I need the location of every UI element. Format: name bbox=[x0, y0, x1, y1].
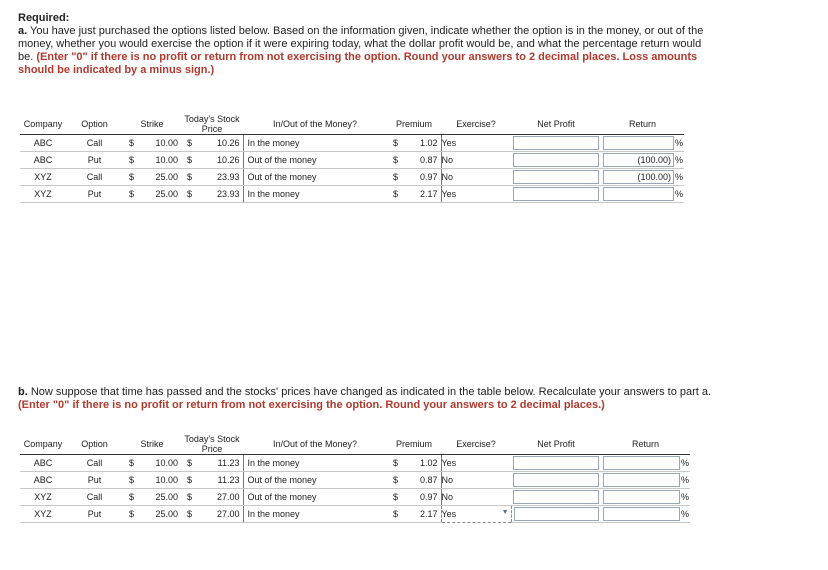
premium-cell bbox=[387, 135, 441, 152]
header-company: Company bbox=[20, 114, 66, 135]
percent-sign: % bbox=[680, 458, 689, 468]
option-cell: Call bbox=[66, 135, 123, 152]
part-b-label: b. bbox=[18, 386, 28, 398]
exercise-value: Yes bbox=[441, 458, 457, 468]
inout-dropdown[interactable] bbox=[243, 169, 387, 186]
currency-symbol: $ bbox=[393, 155, 399, 165]
price-value: 23.93 bbox=[216, 172, 240, 182]
net-profit-cell bbox=[511, 169, 601, 186]
return-input[interactable]: (100.00) bbox=[603, 170, 674, 184]
options-table-a bbox=[20, 114, 684, 203]
strike-cell bbox=[123, 186, 181, 203]
currency-symbol: $ bbox=[187, 492, 193, 502]
exercise-value: No bbox=[441, 172, 454, 182]
premium-cell bbox=[387, 489, 441, 506]
chevron-down-icon[interactable]: ▼ bbox=[501, 509, 509, 516]
exercise-value: Yes bbox=[441, 189, 457, 199]
premium-value: 1.02 bbox=[419, 138, 438, 148]
table-row bbox=[20, 472, 690, 489]
currency-symbol: $ bbox=[129, 189, 135, 199]
premium-value: 2.17 bbox=[419, 509, 438, 519]
price-value: 11.23 bbox=[217, 475, 240, 485]
net-profit-input[interactable] bbox=[513, 473, 599, 487]
currency-symbol: $ bbox=[187, 155, 193, 165]
strike-cell bbox=[123, 135, 181, 152]
exercise-value: No bbox=[441, 475, 454, 485]
net-profit-cell bbox=[511, 472, 601, 489]
header-net-profit: Net Profit bbox=[511, 434, 601, 455]
currency-symbol: $ bbox=[393, 172, 399, 182]
price-cell bbox=[181, 472, 243, 489]
company-cell: XYZ bbox=[20, 489, 66, 506]
price-value: 10.26 bbox=[216, 138, 240, 148]
header-inout: In/Out of the Money? bbox=[243, 434, 387, 455]
currency-symbol: $ bbox=[187, 138, 193, 148]
inout-dropdown[interactable] bbox=[243, 472, 387, 489]
instructions-a bbox=[18, 12, 718, 77]
header-premium: Premium bbox=[387, 114, 441, 135]
table-row bbox=[20, 169, 684, 186]
return-input[interactable]: (100.00) bbox=[603, 153, 674, 167]
option-cell: Call bbox=[66, 455, 123, 472]
price-cell bbox=[181, 135, 243, 152]
option-cell: Call bbox=[66, 169, 123, 186]
return-cell bbox=[601, 135, 684, 152]
premium-cell bbox=[387, 455, 441, 472]
exercise-dropdown[interactable] bbox=[441, 186, 511, 203]
header-exercise: Exercise? bbox=[441, 114, 511, 135]
header-premium: Premium bbox=[387, 434, 441, 455]
part-a-note: (Enter "0" if there is no profit or return from not exercising the option. Round your answers to 2 decimal places. Loss amounts should be indicated by a minus sign.) bbox=[18, 51, 698, 76]
inout-value: Out of the money bbox=[247, 172, 317, 182]
option-cell: Put bbox=[66, 152, 123, 169]
premium-value: 1.02 bbox=[419, 458, 438, 468]
table-row bbox=[20, 152, 684, 169]
option-cell: Call bbox=[66, 489, 123, 506]
percent-sign: % bbox=[680, 475, 689, 485]
currency-symbol: $ bbox=[129, 492, 135, 502]
currency-symbol: $ bbox=[187, 172, 193, 182]
strike-value: 10.00 bbox=[155, 138, 178, 148]
return-input[interactable] bbox=[603, 136, 674, 150]
price-cell bbox=[181, 489, 243, 506]
currency-symbol: $ bbox=[129, 475, 135, 485]
return-cell bbox=[601, 169, 684, 186]
company-cell: ABC bbox=[20, 135, 66, 152]
strike-cell bbox=[123, 472, 181, 489]
price-value: 11.23 bbox=[217, 458, 240, 468]
percent-sign: % bbox=[674, 138, 683, 148]
return-cell bbox=[601, 472, 690, 489]
net-profit-cell bbox=[511, 135, 601, 152]
inout-dropdown[interactable] bbox=[243, 506, 387, 523]
price-cell bbox=[181, 506, 243, 523]
exercise-dropdown[interactable] bbox=[441, 152, 511, 169]
net-profit-input[interactable] bbox=[513, 456, 599, 470]
percent-sign: % bbox=[674, 155, 683, 165]
table-row bbox=[20, 489, 690, 506]
currency-symbol: $ bbox=[393, 458, 399, 468]
option-cell: Put bbox=[66, 506, 123, 523]
required-heading: Required: bbox=[18, 12, 70, 24]
currency-symbol: $ bbox=[187, 458, 193, 468]
company-cell: ABC bbox=[20, 455, 66, 472]
return-cell bbox=[601, 152, 684, 169]
company-cell: ABC bbox=[20, 472, 66, 489]
percent-sign: % bbox=[674, 189, 683, 199]
net-profit-input[interactable] bbox=[513, 153, 599, 167]
exercise-value: No bbox=[441, 492, 454, 502]
percent-sign: % bbox=[680, 509, 689, 519]
price-cell bbox=[181, 186, 243, 203]
inout-dropdown[interactable] bbox=[243, 489, 387, 506]
currency-symbol: $ bbox=[393, 189, 399, 199]
options-table-b bbox=[20, 434, 690, 523]
premium-cell bbox=[387, 186, 441, 203]
header-price: Today's Stock Price bbox=[181, 114, 243, 135]
part-a-label: a. bbox=[18, 25, 28, 37]
part-a-body: You have just purchased the options listed below. Based on the information given, indicate whether the option is in the money, or out of the money, whether you would exercise the option if it were expiring today, what the dollar profit would be, and what the percentage return would be. bbox=[18, 25, 704, 63]
table-row bbox=[20, 135, 684, 152]
return-input[interactable] bbox=[603, 187, 674, 201]
net-profit-input[interactable] bbox=[513, 136, 599, 150]
price-cell bbox=[181, 455, 243, 472]
inout-value: In the money bbox=[247, 458, 300, 468]
price-value: 10.26 bbox=[216, 155, 240, 165]
exercise-dropdown[interactable] bbox=[441, 169, 511, 186]
net-profit-cell bbox=[511, 186, 601, 203]
premium-value: 0.97 bbox=[419, 492, 438, 502]
header-option: Option bbox=[66, 114, 123, 135]
strike-cell bbox=[123, 489, 181, 506]
net-profit-cell bbox=[511, 506, 601, 523]
instructions-b bbox=[18, 386, 723, 412]
strike-cell bbox=[123, 169, 181, 186]
percent-sign: % bbox=[674, 172, 683, 182]
strike-value: 25.00 bbox=[155, 189, 178, 199]
strike-cell bbox=[123, 455, 181, 472]
strike-value: 10.00 bbox=[155, 475, 178, 485]
currency-symbol: $ bbox=[129, 138, 135, 148]
strike-value: 10.00 bbox=[155, 155, 178, 165]
strike-value: 25.00 bbox=[155, 492, 178, 502]
inout-dropdown[interactable] bbox=[243, 186, 387, 203]
header-price: Today's Stock Price bbox=[181, 434, 243, 455]
exercise-value: No bbox=[441, 155, 454, 165]
table-row bbox=[20, 506, 690, 523]
inout-value: In the money bbox=[247, 189, 300, 199]
percent-sign: % bbox=[680, 492, 689, 502]
return-cell bbox=[601, 455, 690, 472]
header-return: Return bbox=[601, 434, 690, 455]
table-row bbox=[20, 186, 684, 203]
exercise-dropdown[interactable] bbox=[441, 455, 511, 472]
return-cell bbox=[601, 186, 684, 203]
company-cell: XYZ bbox=[20, 186, 66, 203]
table-row bbox=[20, 455, 690, 472]
inout-dropdown[interactable] bbox=[243, 152, 387, 169]
return-input[interactable] bbox=[603, 490, 680, 504]
net-profit-input[interactable] bbox=[514, 507, 600, 521]
price-value: 23.93 bbox=[216, 189, 240, 199]
option-cell: Put bbox=[66, 472, 123, 489]
currency-symbol: $ bbox=[393, 475, 399, 485]
price-value: 27.00 bbox=[216, 509, 240, 519]
premium-cell bbox=[387, 506, 441, 523]
net-profit-cell bbox=[511, 489, 601, 506]
exercise-dropdown[interactable] bbox=[441, 506, 511, 523]
currency-symbol: $ bbox=[393, 509, 399, 519]
strike-value: 25.00 bbox=[155, 172, 178, 182]
inout-dropdown[interactable] bbox=[243, 135, 387, 152]
header-return: Return bbox=[601, 114, 684, 135]
net-profit-input[interactable] bbox=[513, 490, 599, 504]
exercise-value: Yes bbox=[441, 138, 457, 148]
premium-value: 0.97 bbox=[419, 172, 438, 182]
currency-symbol: $ bbox=[187, 189, 193, 199]
premium-value: 0.87 bbox=[419, 475, 438, 485]
header-option: Option bbox=[66, 434, 123, 455]
option-cell: Put bbox=[66, 186, 123, 203]
exercise-value: Yes bbox=[441, 509, 457, 519]
header-exercise: Exercise? bbox=[441, 434, 511, 455]
inout-value: Out of the money bbox=[247, 155, 317, 165]
currency-symbol: $ bbox=[129, 458, 135, 468]
inout-value: Out of the money bbox=[247, 492, 317, 502]
inout-value: In the money bbox=[247, 138, 300, 148]
net-profit-cell bbox=[511, 152, 601, 169]
exercise-dropdown[interactable] bbox=[441, 489, 511, 506]
premium-cell bbox=[387, 169, 441, 186]
exercise-dropdown[interactable] bbox=[441, 472, 511, 489]
header-strike: Strike bbox=[123, 114, 181, 135]
return-input[interactable] bbox=[603, 507, 680, 521]
header-net-profit: Net Profit bbox=[511, 114, 601, 135]
net-profit-input[interactable] bbox=[513, 187, 599, 201]
strike-value: 25.00 bbox=[155, 509, 178, 519]
return-input[interactable] bbox=[603, 473, 680, 487]
company-cell: XYZ bbox=[20, 506, 66, 523]
premium-value: 0.87 bbox=[419, 155, 438, 165]
header-inout: In/Out of the Money? bbox=[243, 114, 387, 135]
currency-symbol: $ bbox=[129, 172, 135, 182]
return-cell bbox=[601, 489, 690, 506]
premium-cell bbox=[387, 152, 441, 169]
strike-cell bbox=[123, 506, 181, 523]
premium-cell bbox=[387, 472, 441, 489]
price-value: 27.00 bbox=[216, 492, 240, 502]
exercise-dropdown[interactable] bbox=[441, 135, 511, 152]
currency-symbol: $ bbox=[129, 509, 135, 519]
strike-cell bbox=[123, 152, 181, 169]
net-profit-input[interactable] bbox=[513, 170, 599, 184]
part-b-body: Now suppose that time has passed and the stocks' prices have changed as indicated in the table below. Recalculate your answers to part a. bbox=[30, 386, 712, 398]
company-cell: XYZ bbox=[20, 169, 66, 186]
company-cell: ABC bbox=[20, 152, 66, 169]
return-input[interactable] bbox=[603, 456, 680, 470]
part-a-text bbox=[18, 25, 718, 77]
price-cell bbox=[181, 169, 243, 186]
inout-value: Out of the money bbox=[247, 475, 317, 485]
currency-symbol: $ bbox=[393, 492, 399, 502]
premium-value: 2.17 bbox=[419, 189, 438, 199]
inout-dropdown[interactable] bbox=[243, 455, 387, 472]
return-cell bbox=[601, 506, 690, 523]
net-profit-cell bbox=[511, 455, 601, 472]
part-b-note: (Enter "0" if there is no profit or return from not exercising the option. Round your answers to 2 decimal places.) bbox=[18, 399, 605, 411]
currency-symbol: $ bbox=[129, 155, 135, 165]
currency-symbol: $ bbox=[187, 509, 193, 519]
header-company: Company bbox=[20, 434, 66, 455]
currency-symbol: $ bbox=[393, 138, 399, 148]
strike-value: 10.00 bbox=[155, 458, 178, 468]
header-strike: Strike bbox=[123, 434, 181, 455]
inout-value: In the money bbox=[247, 509, 300, 519]
price-cell bbox=[181, 152, 243, 169]
currency-symbol: $ bbox=[187, 475, 193, 485]
